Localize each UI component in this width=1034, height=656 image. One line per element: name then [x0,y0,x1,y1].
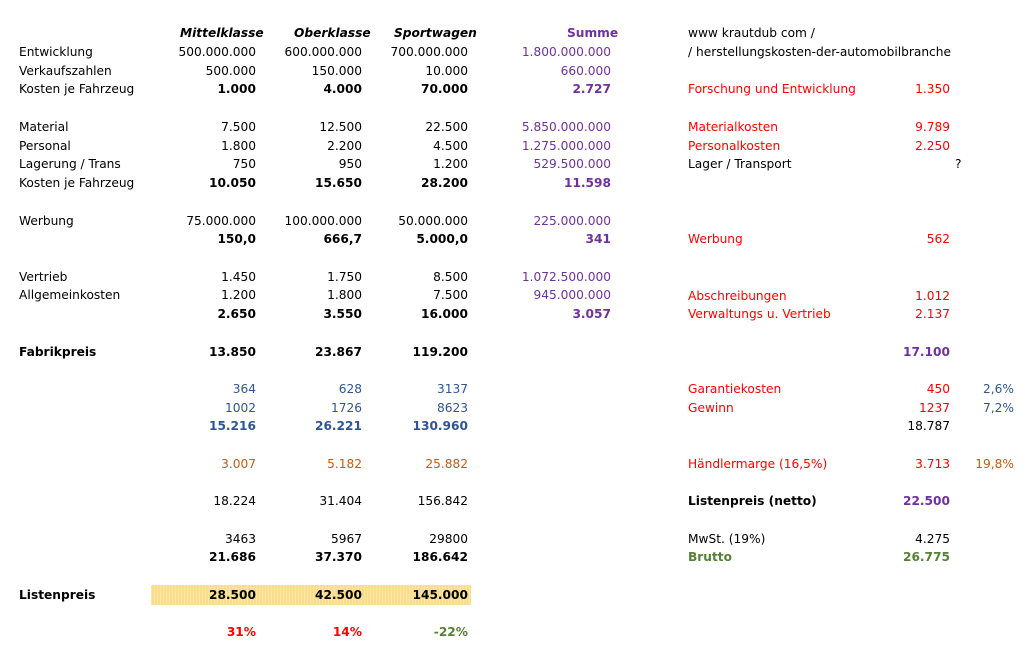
summary-pct-gewinn: 7,2% [983,401,1014,415]
cell-oberklasse-material: 12.500 [319,120,362,134]
summary-value-abschreibungen: 1.012 [915,289,950,303]
source-line-1: www krautdub com / [688,26,815,40]
cell-sportwagen-personal: 4.500 [433,139,468,153]
cell-summe-allgemeinkosten: 945.000.000 [533,288,611,302]
cell-summe-entwicklung: 1.800.000.000 [521,45,611,59]
summary-value-garantiekosten: 450 [926,382,950,396]
cell-mittelklasse-kosten_je_fzg_1: 1.000 [217,82,256,96]
cell-oberklasse-kosten_je_fzg_2: 15.650 [314,176,362,190]
row-label-verkaufszahlen: Verkaufszahlen [19,64,112,78]
header-sportwagen: Sportwagen [394,26,477,40]
summary-value-listenpreis: 22.500 [902,494,950,508]
cell-sportwagen-netto: 156.842 [417,494,468,508]
cell-summe-vertrieb: 1.072.500.000 [521,270,611,284]
cell-mittelklasse-personal: 1.800 [221,139,256,153]
cell-summe-material: 5.850.000.000 [521,120,611,134]
cell-sportwagen-kosten_je_fzg_1: 70.000 [420,82,468,96]
cell-sportwagen-verkaufszahlen: 10.000 [425,64,468,78]
cell-mittelklasse-listenpreis: 28.500 [208,588,256,602]
cell-summe-vertrieb_sum: 3.057 [572,307,611,321]
cell-mittelklasse-mwst: 3463 [224,532,256,546]
cell-oberklasse-gewinn: 1726 [330,401,362,415]
cell-sportwagen-kosten_je_fzg_2: 28.200 [420,176,468,190]
summary-label-forschung: Forschung und Entwicklung [688,82,856,96]
cell-mittelklasse-vertrieb_sum: 2.650 [217,307,256,321]
cell-summe-verkaufszahlen: 660.000 [560,64,611,78]
row-label-listenpreis: Listenpreis [19,588,96,602]
summary-pct-haendlermarge: 19,8% [975,457,1014,471]
cell-oberklasse-zwischensumme: 26.221 [314,419,362,433]
row-label-fabrikpreis: Fabrikpreis [19,345,97,359]
cell-summe-lagerung: 529.500.000 [533,157,611,171]
row-label-kosten_je_fzg_2: Kosten je Fahrzeug [19,176,135,190]
cell-sportwagen-mwst: 29800 [429,532,468,546]
cell-mittelklasse-werbung_je_fzg: 150,0 [217,232,256,246]
summary-label-lager: Lager / Transport [688,157,792,171]
summary-label-personalkosten: Personalkosten [688,139,781,153]
summary-value-gewinn: 1237 [918,401,950,415]
summary-label-werbung: Werbung [688,232,743,246]
cell-mittelklasse-garantie: 364 [232,382,256,396]
cell-mittelklasse-vertrieb: 1.450 [221,270,256,284]
cell-oberklasse-werbung_je_fzg: 666,7 [323,232,362,246]
cell-oberklasse-garantie: 628 [338,382,362,396]
summary-label-mwst: MwSt. (19%) [688,532,766,546]
cell-sportwagen-material: 22.500 [425,120,468,134]
cell-summe-kosten_je_fzg_1: 2.727 [572,82,611,96]
cell-mittelklasse-lagerung: 750 [232,157,256,171]
summary-value-personalkosten: 2.250 [915,139,950,153]
cell-oberklasse-vertrieb_sum: 3.550 [323,307,362,321]
cell-sportwagen-haendler: 25.882 [425,457,468,471]
row-label-allgemeinkosten: Allgemeinkosten [19,288,121,302]
cell-oberklasse-fabrikpreis: 23.867 [314,345,362,359]
cell-oberklasse-entwicklung: 600.000.000 [284,45,362,59]
cell-sportwagen-werbung_je_fzg: 5.000,0 [416,232,468,246]
header-oberklasse: Oberklasse [294,26,371,40]
cell-mittelklasse-verkaufszahlen: 500.000 [205,64,256,78]
summary-label-verwaltung: Verwaltungs u. Vertrieb [688,307,831,321]
cell-oberklasse-verkaufszahlen: 150.000 [311,64,362,78]
summary-value-materialkosten: 9.789 [915,120,950,134]
cell-oberklasse-lagerung: 950 [338,157,362,171]
summary-value-forschung: 1.350 [915,82,950,96]
cell-oberklasse-personal: 2.200 [327,139,362,153]
cell-oberklasse-allgemeinkosten: 1.800 [327,288,362,302]
row-label-kosten_je_fzg_1: Kosten je Fahrzeug [19,82,135,96]
cell-summe-personal: 1.275.000.000 [521,139,611,153]
cell-sportwagen-garantie: 3137 [436,382,468,396]
cell-mittelklasse-werbung: 75.000.000 [186,214,256,228]
cell-mittelklasse-kosten_je_fzg_2: 10.050 [208,176,256,190]
summary-value-zwischensumme: 17.100 [902,345,950,359]
summary-value-brutto: 26.775 [902,550,950,564]
cell-mittelklasse-gewinn: 1002 [224,401,256,415]
summary-pct-garantiekosten: 2,6% [983,382,1014,396]
cell-oberklasse-listenpreis: 42.500 [314,588,362,602]
summary-value-verwaltung: 2.137 [915,307,950,321]
cell-oberklasse-haendler: 5.182 [327,457,362,471]
cell-sportwagen-allgemeinkosten: 7.500 [433,288,468,302]
summary-value-werbung: 562 [926,232,950,246]
cell-sportwagen-werbung: 50.000.000 [398,214,468,228]
cell-mittelklasse-brutto: 21.686 [208,550,256,564]
summary-label-brutto: Brutto [688,550,733,564]
row-label-vertrieb: Vertrieb [19,270,68,284]
cell-sportwagen-vertrieb_sum: 16.000 [420,307,468,321]
cell-sportwagen-brutto: 186.642 [412,550,468,564]
header-summe: Summe [567,26,619,40]
cell-oberklasse-netto: 31.404 [319,494,362,508]
cell-sportwagen-listenpreis: 145.000 [412,588,468,602]
cell-summe-kosten_je_fzg_2: 11.598 [563,176,611,190]
cell-mittelklasse-material: 7.500 [221,120,256,134]
row-label-personal: Personal [19,139,71,153]
source-line-2: / herstellungskosten-der-automobilbranche [688,45,951,59]
cell-summe-werbung: 225.000.000 [533,214,611,228]
summary-value-lager: ? [955,157,962,171]
cell-summe-werbung_je_fzg: 341 [585,232,611,246]
summary-label-haendlermarge: Händlermarge (16,5%) [688,457,828,471]
cell-oberklasse-brutto: 37.370 [314,550,362,564]
summary-label-garantiekosten: Garantiekosten [688,382,782,396]
row-label-werbung: Werbung [19,214,74,228]
summary-value-mwst: 4.275 [915,532,950,546]
cell-mittelklasse-netto: 18.224 [213,494,256,508]
cell-sportwagen-entwicklung: 700.000.000 [390,45,468,59]
cell-oberklasse-kosten_je_fzg_1: 4.000 [323,82,362,96]
cell-sportwagen-differenz: -22% [433,625,468,639]
cell-sportwagen-lagerung: 1.200 [433,157,468,171]
row-label-entwicklung: Entwicklung [19,45,93,59]
cell-oberklasse-werbung: 100.000.000 [284,214,362,228]
cell-oberklasse-mwst: 5967 [330,532,362,546]
cell-oberklasse-differenz: 14% [332,625,362,639]
summary-label-abschreibungen: Abschreibungen [688,289,787,303]
cell-mittelklasse-fabrikpreis: 13.850 [208,345,256,359]
cell-mittelklasse-allgemeinkosten: 1.200 [221,288,256,302]
summary-value-summe_gewinn: 18.787 [907,419,950,433]
cell-sportwagen-zwischensumme: 130.960 [412,419,468,433]
row-label-lagerung: Lagerung / Trans [19,157,121,171]
summary-label-materialkosten: Materialkosten [688,120,778,134]
row-label-material: Material [19,120,69,134]
cell-sportwagen-vertrieb: 8.500 [433,270,468,284]
summary-label-listenpreis: Listenpreis (netto) [688,494,817,508]
cell-mittelklasse-zwischensumme: 15.216 [208,419,256,433]
cell-sportwagen-gewinn: 8623 [436,401,468,415]
summary-value-haendlermarge: 3.713 [915,457,950,471]
cell-mittelklasse-haendler: 3.007 [221,457,256,471]
cell-mittelklasse-differenz: 31% [226,625,256,639]
summary-label-gewinn: Gewinn [688,401,734,415]
cell-sportwagen-fabrikpreis: 119.200 [412,345,468,359]
cell-mittelklasse-entwicklung: 500.000.000 [178,45,256,59]
cell-oberklasse-vertrieb: 1.750 [327,270,362,284]
header-mittelklasse: Mittelklasse [180,26,264,40]
